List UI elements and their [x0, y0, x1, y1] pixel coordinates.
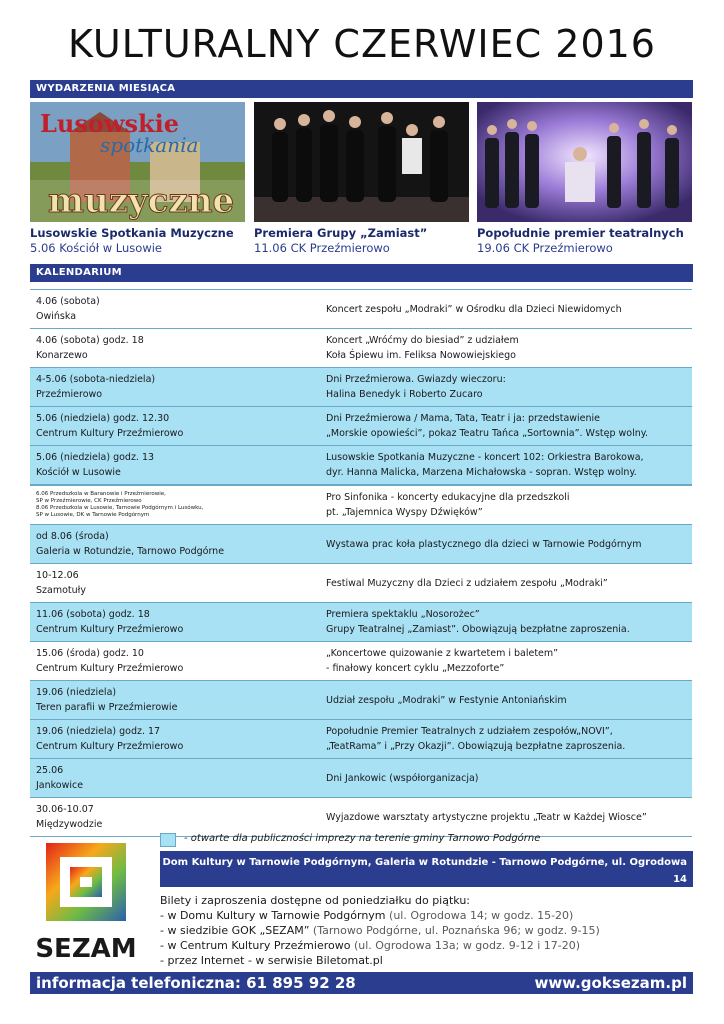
table-row	[30, 641, 692, 680]
what-line: Dni Przeźmierowa / Mama, Tata, Teatr i ja: przedstawienie	[326, 413, 601, 424]
what-line: „TeatRama” i „Przy Okazji”. Obowiązują bezpłatne zaproszenia.	[326, 741, 626, 752]
event-when	[30, 603, 326, 641]
when-line: Centrum Kultury Przeźmierowo	[36, 624, 184, 635]
when-line: od 8.06 (środa)	[36, 531, 109, 542]
event-when	[30, 642, 326, 680]
table-row	[30, 719, 692, 758]
address-line-1: Dom Kultury w Tarnowie Podgórnym, Galeria w Rotundzie - Tarnowo Podgórne, ul. Ogrodowa 14	[162, 857, 687, 885]
footer-phone: informacja telefoniczna: 61 895 92 28	[36, 974, 356, 992]
when-line: 5.06 (niedziela) godz. 13	[36, 452, 155, 463]
when-line: 11.06 (sobota) godz. 18	[36, 609, 150, 620]
what-line: Premiera spektaklu „Nosorożec”	[326, 609, 480, 620]
when-line: Owińska	[36, 311, 77, 322]
when-line: Międzywodzie	[36, 819, 103, 830]
tickets-info	[160, 893, 693, 968]
when-line: SP w Przeźmierowie, CK Przeźmierowo	[36, 498, 142, 504]
featured-event-title: Lusowskie Spotkania Muzyczne	[30, 226, 234, 240]
legend-swatch	[160, 833, 176, 847]
page-title: KULTURALNY CZERWIEC 2016	[68, 22, 656, 66]
table-row	[30, 328, 692, 367]
what-line: Koncert „Wróćmy do biesiad” z udziałem	[326, 335, 519, 346]
when-line: SP w Lusowie, DK w Tarnowie Podgórnym	[36, 512, 150, 518]
event-what	[326, 533, 692, 556]
when-line: Centrum Kultury Przeźmierowo	[36, 428, 184, 439]
when-line: Jankowice	[36, 780, 84, 791]
when-line: 15.06 (środa) godz. 10	[36, 648, 144, 659]
event-what	[326, 572, 692, 595]
what-line: Koła Śpiewu im. Feliksa Nowowiejskiego	[326, 350, 516, 361]
what-line: Koncert zespołu „Modraki” w Ośrodku dla Dzieci Niewidomych	[326, 303, 622, 315]
when-line: 19.06 (niedziela)	[36, 687, 117, 698]
event-when	[30, 759, 326, 797]
section-header-calendar: KALENDARIUM	[30, 264, 693, 282]
tickets-intro: Bilety i zaproszenia dostępne od poniedziałku do piątku:	[160, 894, 470, 907]
featured-event-3	[477, 226, 702, 256]
event-when	[30, 681, 326, 719]
event-what	[326, 767, 692, 790]
poster-line2: spotkania	[100, 133, 199, 157]
when-line: 4.06 (sobota)	[36, 296, 100, 307]
event-what	[326, 689, 692, 712]
what-line: Grupy Teatralnej „Zamiast”. Obowiązują bezpłatne zaproszenia.	[326, 624, 630, 635]
what-line: Lusowskie Spotkania Muzyczne - koncert 102: Orkiestra Barokowa,	[326, 452, 644, 463]
theatre-premiere-photo	[477, 102, 692, 222]
event-when	[30, 487, 326, 523]
event-when	[30, 798, 326, 836]
table-row	[30, 680, 692, 719]
event-what	[326, 407, 692, 445]
what-line: „Koncertowe quizowanie z kwartetem i baletem”	[326, 648, 559, 659]
table-row	[30, 758, 692, 797]
event-what	[326, 368, 692, 406]
table-row	[30, 797, 692, 837]
what-line: Udział zespołu „Modraki” w Festynie Antoniańskim	[326, 694, 567, 706]
what-line: Wystawa prac koła plastycznego dla dzieci w Tarnowie Podgórnym	[326, 538, 642, 550]
when-line: Centrum Kultury Przeźmierowo	[36, 663, 184, 674]
event-what	[326, 806, 692, 829]
table-row	[30, 563, 692, 602]
event-when	[30, 720, 326, 758]
table-row	[30, 406, 692, 445]
when-line: 4.06 (sobota) godz. 18	[36, 335, 144, 346]
featured-event-1	[30, 226, 255, 256]
table-row	[30, 602, 692, 641]
poster-line3: muzyczne	[48, 181, 235, 221]
when-line: Konarzewo	[36, 350, 88, 361]
featured-event-2	[254, 226, 479, 256]
event-what	[326, 720, 692, 758]
featured-event-detail: 19.06 CK Przeźmierowo	[477, 241, 613, 255]
when-line: 25.06	[36, 765, 64, 776]
section-header-events: WYDARZENIA MIESIĄCA	[30, 80, 693, 98]
what-line: „Morskie opowieści”, pokaz Teatru Tańca „Sortownia”. Wstęp wolny.	[326, 428, 649, 439]
sezam-logo	[36, 835, 136, 965]
when-line: 10-12.06	[36, 570, 79, 581]
what-line: pt. „Tajemnica Wyspy Dźwięków”	[326, 507, 483, 518]
event-when	[30, 368, 326, 406]
when-line: Galeria w Rotundzie, Tarnowo Podgórne	[36, 546, 225, 557]
when-line: Szamotuły	[36, 585, 86, 596]
when-line: Kościół w Lusowie	[36, 467, 121, 478]
featured-event-title: Popołudnie premier teatralnych	[477, 226, 684, 240]
table-row	[30, 485, 692, 524]
when-line: 6.06 Przedszkola w Baranowie i Przeźmierowie,	[36, 491, 166, 497]
footer-bar	[30, 972, 693, 994]
when-line: 5.06 (niedziela) godz. 12.30	[36, 413, 170, 424]
address-line-2: Centrum Kultury Przeźmierowo - ul. Ogrodowa 13a	[400, 891, 687, 902]
featured-event-detail: 5.06 Kościół w Lusowie	[30, 241, 162, 255]
featured-event-detail: 11.06 CK Przeźmierowo	[254, 241, 390, 255]
event-when	[30, 329, 326, 367]
what-line: Pro Sinfonika - koncerty edukacyjne dla przedszkoli	[326, 492, 570, 503]
when-line: Teren parafii w Przeźmierowie	[36, 702, 178, 713]
event-what	[326, 298, 692, 321]
what-line: Popołudnie Premier Teatralnych z udziałem zespołów„NOVI”,	[326, 726, 613, 737]
event-when	[30, 564, 326, 602]
event-when	[30, 290, 326, 328]
legend-text: - otwarte dla publiczności imprezy na terenie gminy Tarnowo Podgórne	[184, 833, 541, 844]
event-what	[326, 603, 692, 641]
table-row	[30, 445, 692, 485]
what-line: Wyjazdowe warsztaty artystyczne projektu „Teatr w Każdej Wiosce”	[326, 811, 647, 823]
featured-event-title: Premiera Grupy „Zamiast”	[254, 226, 428, 240]
event-what	[326, 486, 692, 524]
when-line: 8.06 Przedszkola w Lusowie, Tarnowie Podgórnym i Lusówku,	[36, 505, 204, 511]
calendar-table	[30, 289, 692, 837]
event-when	[30, 525, 326, 563]
what-line: Halina Benedyk i Roberto Zucaro	[326, 389, 483, 400]
table-row	[30, 367, 692, 406]
event-when	[30, 446, 326, 484]
event-when	[30, 407, 326, 445]
what-line: Dni Jankowic (współorganizacja)	[326, 772, 479, 784]
what-line: Dni Przeźmierowa. Gwiazdy wieczoru:	[326, 374, 506, 385]
poster-line1: Lusowskie	[40, 109, 180, 138]
logo-text: SEZAM	[36, 934, 136, 964]
when-line: 4-5.06 (sobota-niedziela)	[36, 374, 156, 385]
when-line: 19.06 (niedziela) godz. 17	[36, 726, 161, 737]
when-line: Centrum Kultury Przeźmierowo	[36, 741, 184, 752]
event-what	[326, 446, 692, 484]
event-what	[326, 642, 692, 680]
when-line: Przeźmierowo	[36, 389, 103, 400]
tickets-line-3: - w Centrum Kultury Przeźmierowo (ul. Ogrodowa 13a; w godz. 9-12 i 17-20)	[160, 939, 581, 952]
tickets-line-1: - w Domu Kultury w Tarnowie Podgórnym (ul. Ogrodowa 14; w godz. 15-20)	[160, 909, 574, 922]
poster-lusowskie-image	[30, 102, 245, 222]
table-row	[30, 289, 692, 328]
what-line: dyr. Hanna Malicka, Marzena Michałowska - sopran. Wstęp wolny.	[326, 467, 637, 478]
when-line: 30.06-10.07	[36, 804, 94, 815]
event-what	[326, 329, 692, 367]
theatre-group-photo	[254, 102, 469, 222]
tickets-line-2: - w siedzibie GOK „SEZAM” (Tarnowo Podgórne, ul. Poznańska 96; w godz. 9-15)	[160, 924, 600, 937]
what-line: Festiwal Muzyczny dla Dzieci z udziałem zespołu „Modraki”	[326, 577, 608, 589]
tickets-line-4: - przez Internet - w serwisie Biletomat.pl	[160, 954, 383, 967]
footer-website-link[interactable]: www.goksezam.pl	[534, 974, 687, 992]
table-row	[30, 524, 692, 563]
what-line: - finałowy koncert cyklu „Mezzoforte”	[326, 663, 505, 674]
